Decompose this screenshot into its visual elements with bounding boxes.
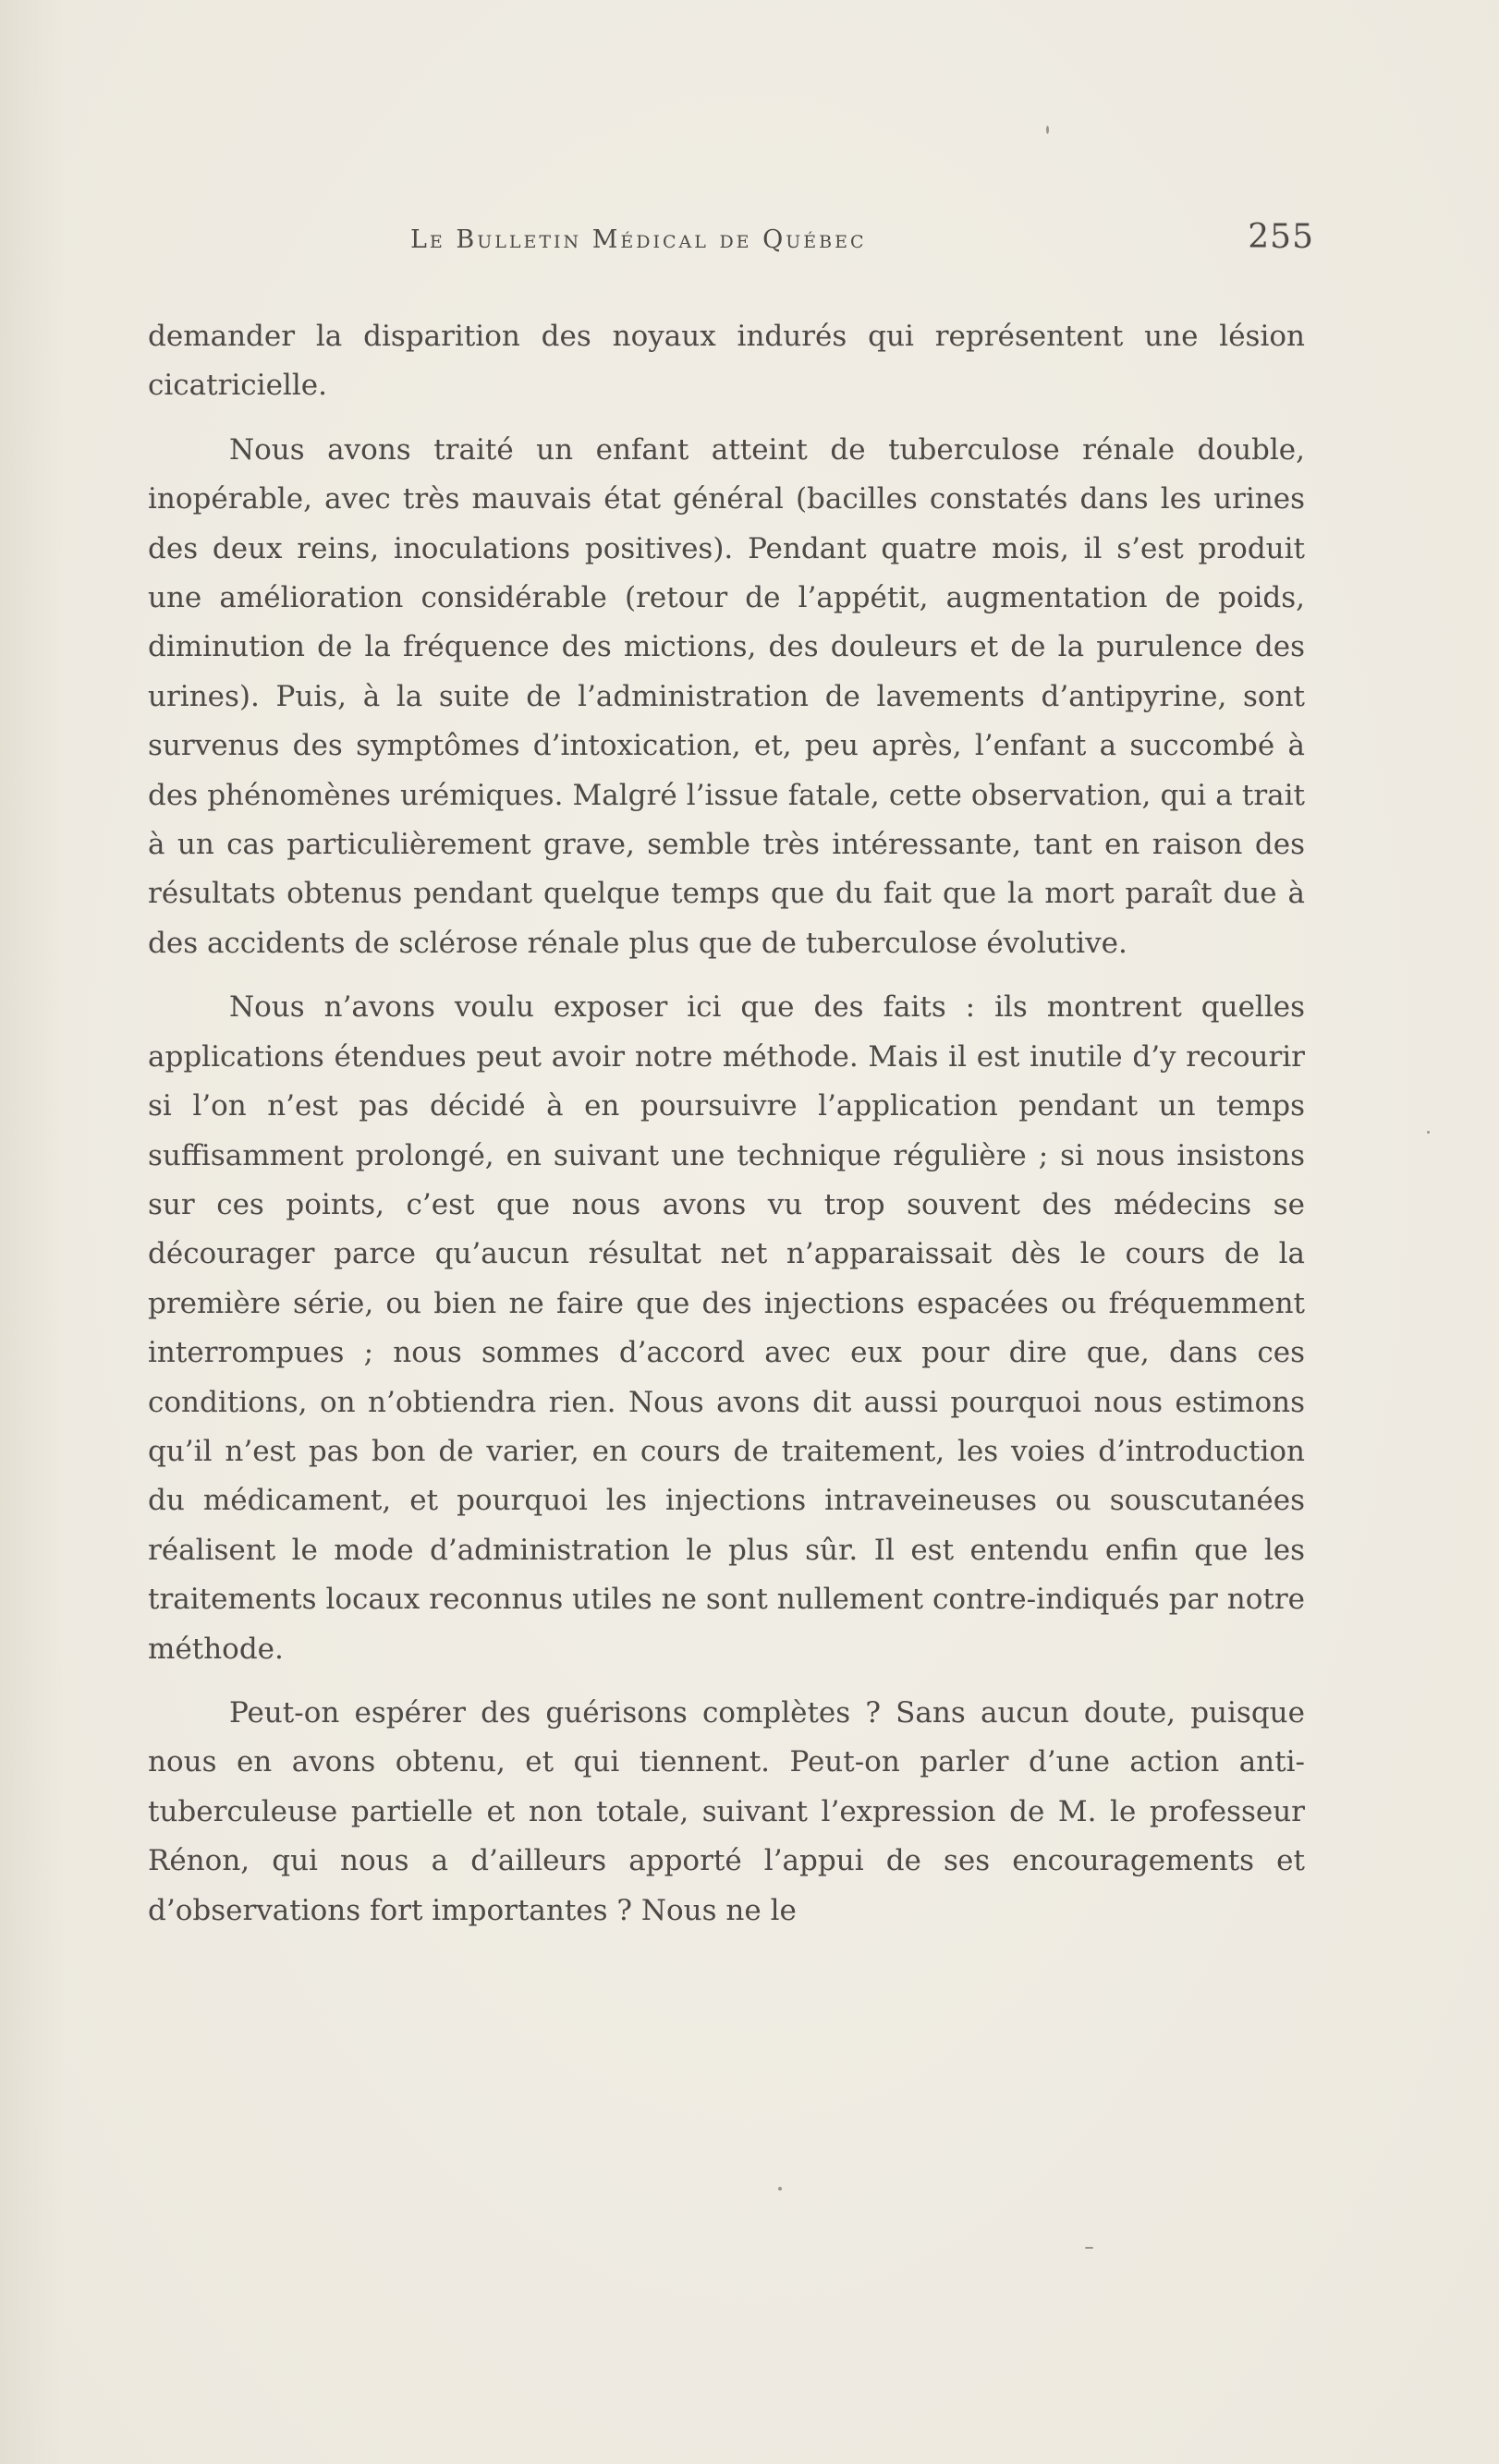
running-title: Le Bulletin Médical de Québec xyxy=(410,225,867,254)
paper-speck xyxy=(1427,1131,1430,1134)
page-number: 255 xyxy=(1248,218,1314,256)
page-header xyxy=(148,218,1314,264)
paragraph-method: Nous n’avons voulu exposer ici que des faits : ils montrent quelles applications étendues peut avoir notre méthode. Mais il est inutile d’y recourir si l’on n’est pas décidé à en poursuivre l’application pendant un temps suffisamment prolongé, en suivant une technique régulière ; si nous insistons sur ces points, c’est que nous avons vu trop souvent des médecins se décourager parce qu’aucun résultat net n’apparaissait dès le cours de la première série, ou bien ne faire que des injections espacées ou fréquemment interrompues ; nous sommes d’accord avec eux pour dire que, dans ces conditions, on n’obtiendra rien. Nous avons dit aussi pourquoi nous estimons qu’il n’est pas bon de varier, en cours de traitement, les voies d’introduction du médicament, et pourquoi les injections intraveineuses ou souscutanées réalisent le mode d’administration le plus sûr. Il est entendu enfin que les traitements locaux reconnus utiles ne sont nullement contre-indiqués par notre méthode. xyxy=(148,990,1305,1666)
paper-speck xyxy=(1085,2247,1093,2249)
paragraph-continuation: demander la disparition des noyaux indurés qui représentent une lésion cicatricielle. xyxy=(148,320,1305,403)
paper-speck xyxy=(1046,126,1049,134)
paragraph-guerisons: Peut-on espérer des guérisons complètes ? Sans aucun doute, puisque nous en avons obtenu, et qui tiennent. Peut-on parler d’une action anti-tuberculeuse partielle et non totale, suivant l’expression de M. le professeur Rénon, qui nous a d’ailleurs apporté l’appui de ses encouragements et d’observations fort importantes ? Nous ne le xyxy=(148,1695,1305,1927)
paper-speck xyxy=(778,2187,782,2191)
body-text xyxy=(148,312,1305,1936)
paragraph-case-report: Nous avons traité un enfant atteint de tuberculose rénale double, inopérable, avec très mauvais état général (bacilles constatés dans les urines des deux reins, inoculations positives). Pendant quatre mois, il s’est produit une amélioration considérable (retour de l’appétit, augmentation de poids, diminution de la fréquence des mictions, des douleurs et de la purulence des urines). Puis, à la suite de l’administration de lavements d’antipyrine, sont survenus des symptômes d’intoxication, et, peu après, l’enfant a succombé à des phénomènes urémiques. Malgré l’issue fatale, cette observation, qui a trait à un cas particulièrement grave, semble très intéressante, tant en raison des résultats obtenus pendant quelque temps que du fait que la mort paraît due à des accidents de sclérose rénale plus que de tuberculose évolutive. xyxy=(148,432,1305,960)
